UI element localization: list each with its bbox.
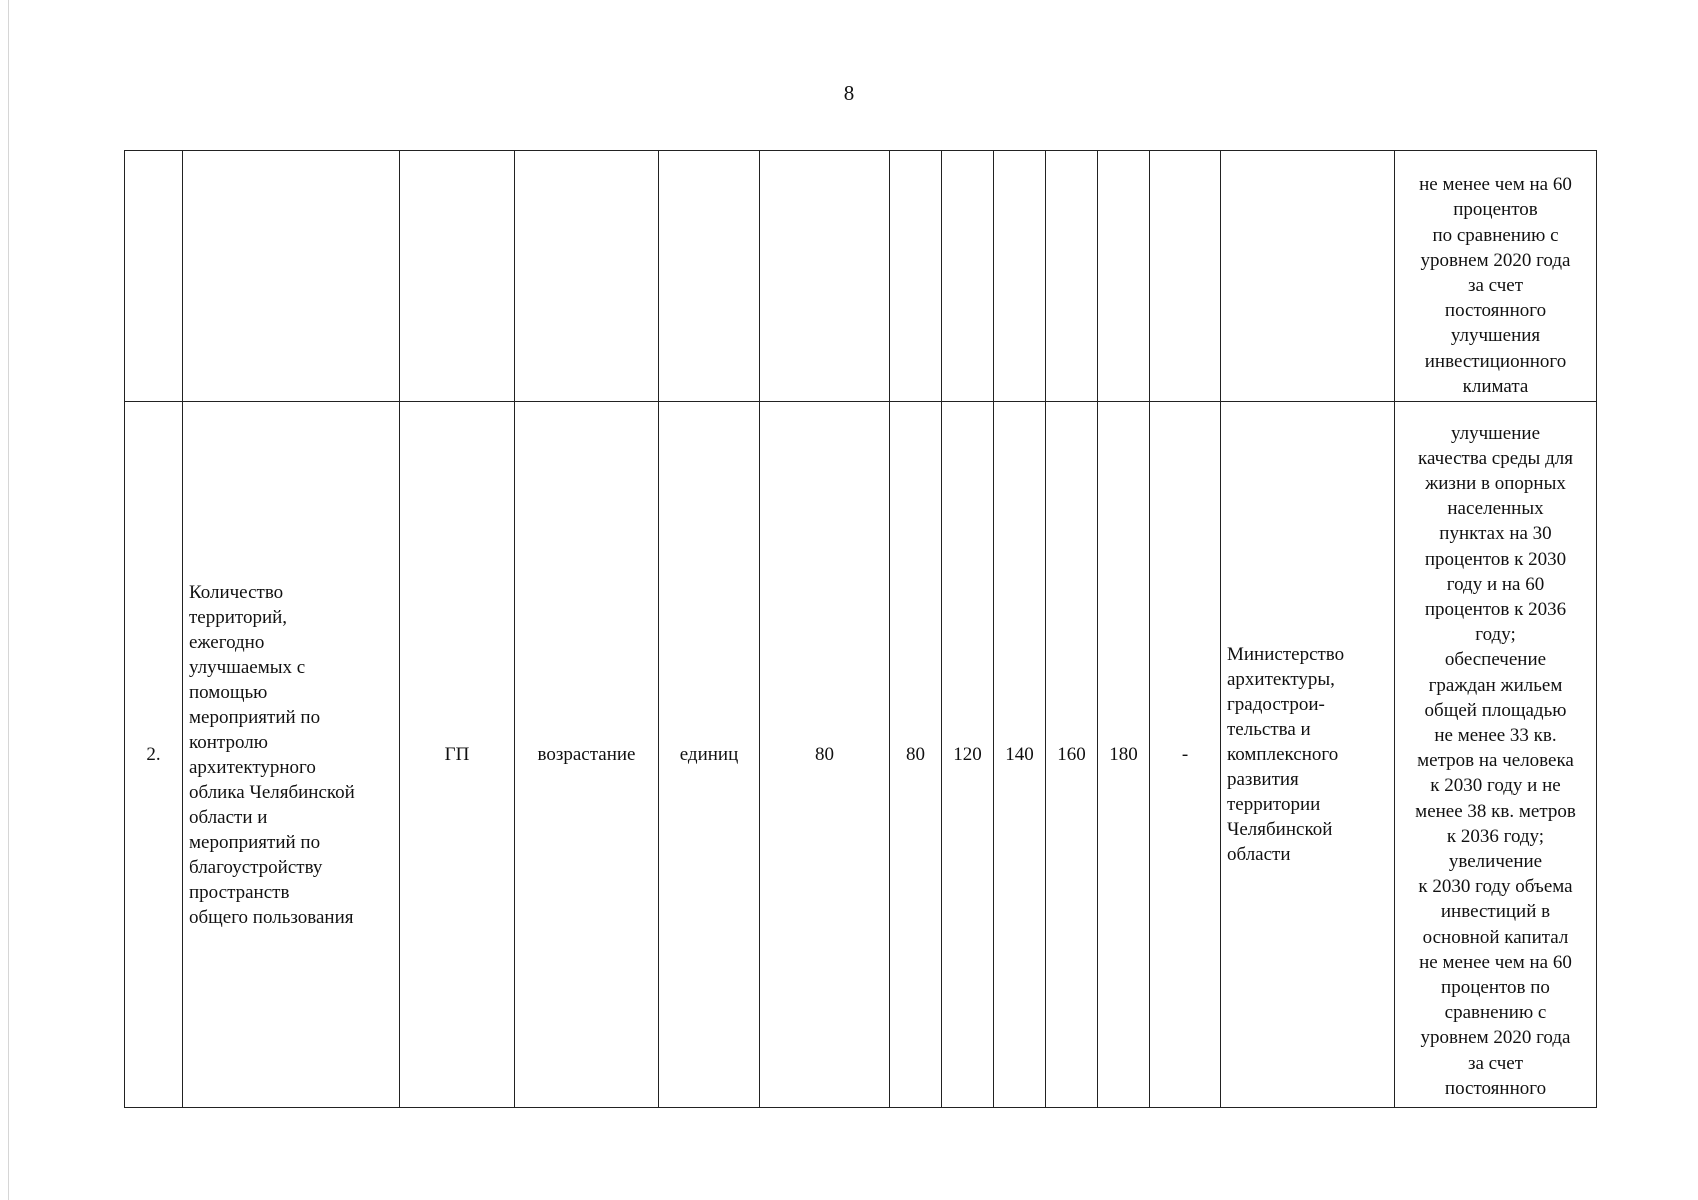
extra-value-cell (1150, 151, 1221, 402)
unit-cell (659, 151, 760, 402)
goal-cell (1395, 151, 1597, 402)
base-value-cell (760, 151, 890, 402)
responsible-line: территории (1227, 794, 1321, 815)
year-value-cell: 80 (890, 402, 942, 1108)
extra-value-cell: - (1150, 402, 1221, 1108)
year-value-cell (994, 151, 1046, 402)
goal-line: инвестиций в (1440, 901, 1551, 923)
responsible-cell (1221, 402, 1395, 1108)
goal-line: к 2030 году и не (1430, 775, 1561, 797)
responsible-line: градострои- (1227, 694, 1325, 715)
goal-line: за счет (1467, 1052, 1524, 1074)
goal-line: климата (1462, 375, 1529, 397)
goal-line: общей площадью (1424, 699, 1567, 721)
responsible-cell (1221, 151, 1395, 402)
goal-line: качества среды для (1418, 447, 1573, 469)
goal-line: за счет (1467, 274, 1524, 296)
responsible-line: архитектуры, (1227, 669, 1335, 690)
goal-line: не менее чем на 60 (1419, 174, 1572, 196)
year-value-cell (1098, 151, 1150, 402)
responsible-line: Челябинской (1227, 819, 1333, 840)
goal-line: по сравнению с (1432, 224, 1559, 246)
responsible-line: комплексного (1227, 744, 1339, 765)
indicator-level-cell (400, 151, 515, 402)
responsible-line: развития (1227, 769, 1299, 790)
goal-line: уровнем 2020 года (1420, 249, 1571, 271)
goal-line: улучшения (1450, 325, 1541, 347)
year-value-cell: 180 (1098, 402, 1150, 1108)
year-value-cell (1046, 151, 1098, 402)
responsible-line: Министерство (1227, 644, 1345, 665)
goal-line: улучшение (1450, 422, 1541, 444)
goal-line: году и на 60 (1446, 573, 1545, 595)
table-row (125, 402, 1597, 1108)
goal-line: не менее чем на 60 (1419, 951, 1572, 973)
goal-line: процентов к 2036 (1424, 598, 1567, 620)
indicator-line: мероприятий по (189, 706, 321, 728)
goal-line: метров на человека (1417, 750, 1574, 772)
goal-line: сравнению с (1444, 1002, 1547, 1024)
indicator-line: облика Челябинской (189, 781, 355, 803)
responsible-line: тельства и (1227, 719, 1311, 740)
indicator-name-cell (183, 402, 400, 1108)
trend-cell: возрастание (515, 402, 659, 1108)
indicator-line: архитектурного (189, 756, 316, 778)
indicator-line: контролю (189, 731, 268, 753)
goal-line: основной капитал (1422, 926, 1569, 948)
goal-line: к 2036 году; (1446, 825, 1545, 847)
indicators-table (124, 150, 1597, 1108)
indicator-line: территорий, (189, 606, 288, 628)
goal-line: к 2030 году объема (1418, 876, 1573, 898)
trend-cell (515, 151, 659, 402)
goal-line: граждан жильем (1428, 674, 1563, 696)
indicator-line: общего пользования (189, 906, 354, 928)
goal-line: пунктах на 30 (1439, 523, 1552, 545)
year-value-cell: 120 (942, 402, 994, 1108)
goal-line: году; (1475, 624, 1516, 646)
goal-line: увеличение (1448, 850, 1543, 872)
indicator-line: ежегодно (189, 631, 265, 653)
goal-line: населенных (1447, 498, 1544, 520)
indicator-line: пространств (189, 881, 290, 903)
indicator-line: области и (189, 806, 268, 828)
goal-line: обеспечение (1444, 649, 1547, 671)
year-value-cell: 160 (1046, 402, 1098, 1108)
indicator-line: улучшаемых с (189, 656, 306, 678)
goal-line: процентов к 2030 (1424, 548, 1567, 570)
indicator-name-cell (183, 151, 400, 402)
scan-edge-line (8, 0, 9, 1200)
goal-line: менее 38 кв. метров (1415, 800, 1576, 822)
indicator-level-cell: ГП (400, 402, 515, 1108)
goal-line: инвестиционного (1424, 350, 1567, 372)
goal-line: постоянного (1444, 300, 1547, 322)
table-row (125, 151, 1597, 402)
year-value-cell (942, 151, 994, 402)
indicator-line: благоустройству (189, 856, 323, 878)
row-number-cell: 2. (125, 402, 183, 1108)
base-value-cell: 80 (760, 402, 890, 1108)
indicator-line: Количество (189, 581, 284, 603)
indicator-line: мероприятий по (189, 831, 321, 853)
year-value-cell (890, 151, 942, 402)
goal-cell (1395, 402, 1597, 1108)
responsible-line: области (1227, 844, 1291, 865)
goal-line: уровнем 2020 года (1420, 1027, 1571, 1049)
unit-cell: единиц (659, 402, 760, 1108)
goal-line: жизни в опорных (1425, 472, 1566, 494)
goal-line: постоянного (1444, 1077, 1547, 1099)
goal-line: не менее 33 кв. (1434, 724, 1557, 746)
page-number: 8 (843, 81, 855, 105)
row-number-cell (125, 151, 183, 402)
goal-line: процентов (1453, 199, 1538, 221)
goal-line: процентов по (1441, 976, 1550, 998)
indicator-line: помощью (189, 681, 268, 703)
year-value-cell: 140 (994, 402, 1046, 1108)
